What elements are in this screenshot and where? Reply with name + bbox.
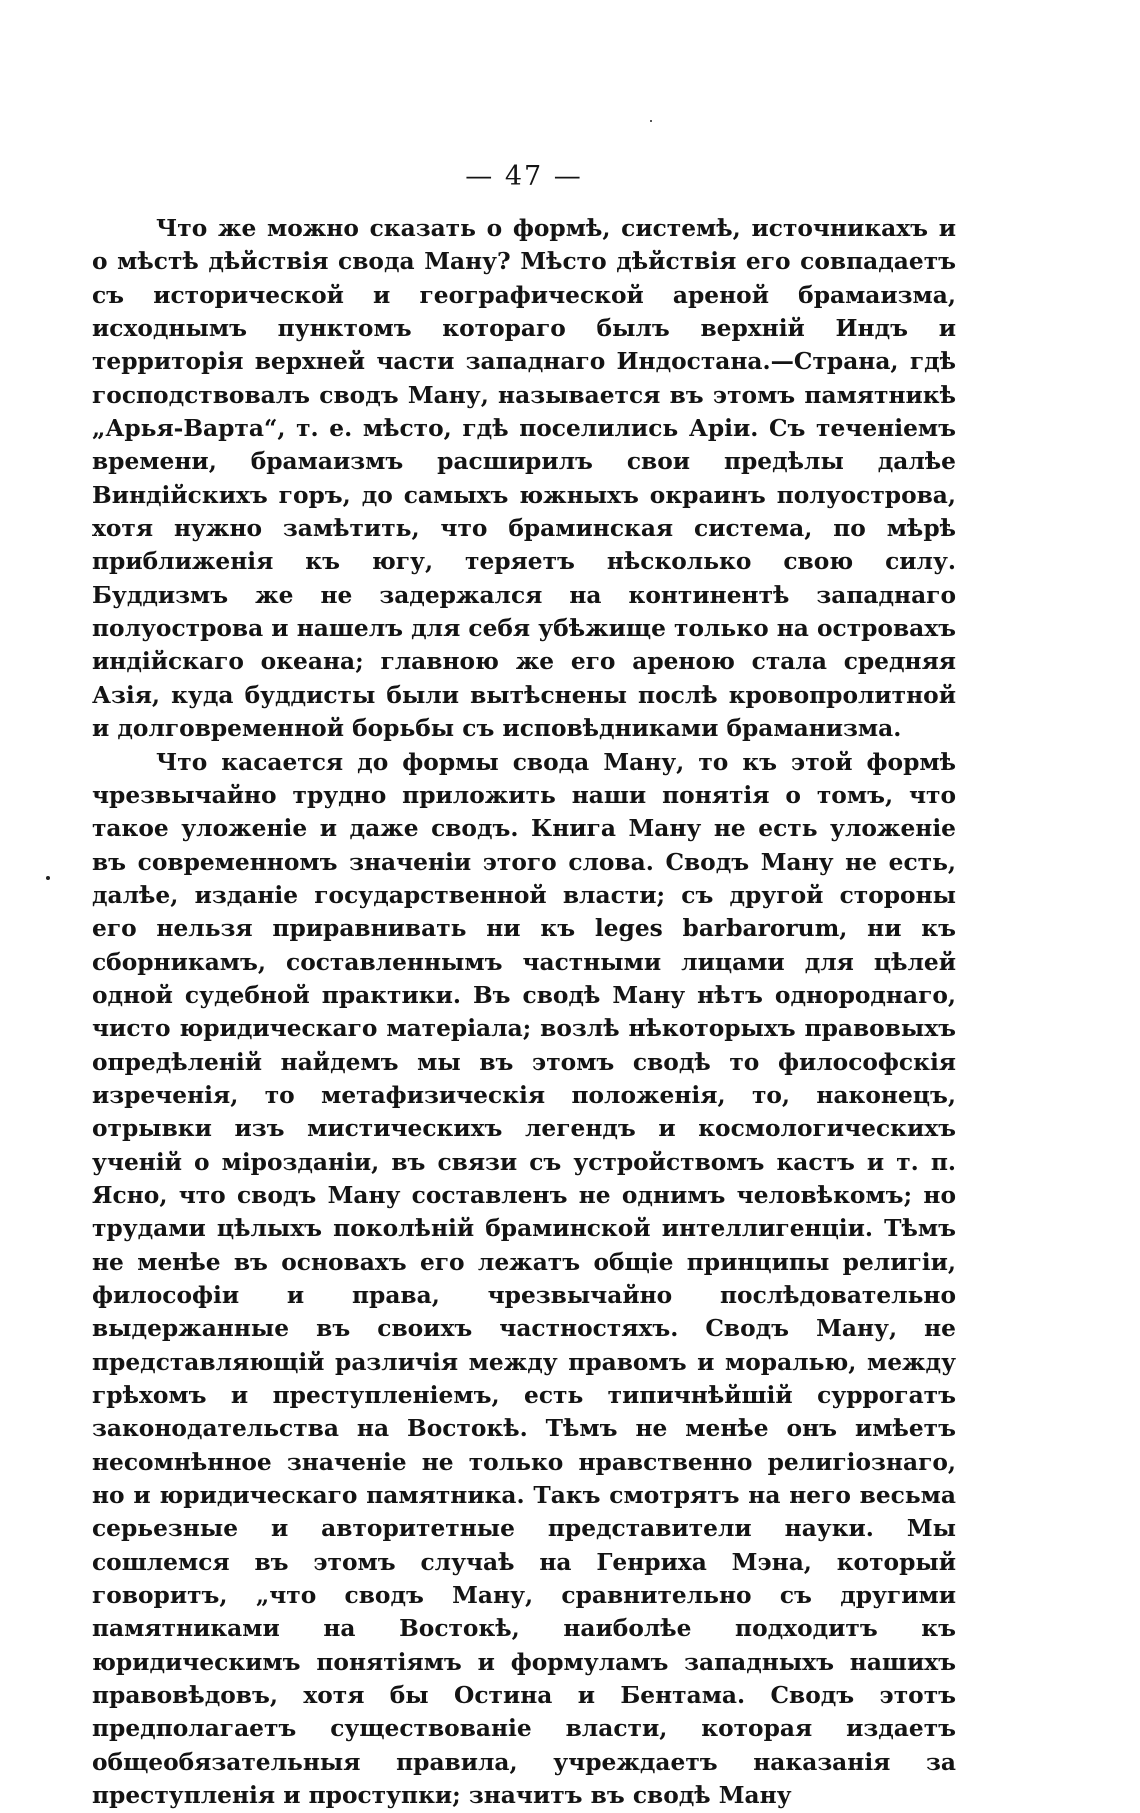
paragraph-1: Что же можно сказать о формѣ, системѣ, источникахъ и о мѣстѣ дѣйствія свода Ману? Мѣсто дѣйствія его совпадаетъ съ исторической и географической ареной брамаизма, исходнымъ пунктомъ котораго былъ верхній Индъ и территорія верхней части западнаго Индостана.—Страна, гдѣ господствовалъ сводъ Ману, называется въ этомъ памятникѣ „Арья-Варта“, т. е. мѣсто, гдѣ поселились Аріи. Съ теченіемъ времени, брамаизмъ расширилъ свои предѣлы далѣе Виндійскихъ горъ, до самыхъ южныхъ окраинъ полуострова, хотя нужно замѣтить, что браминская система, по мѣрѣ приближенія къ югу, теряетъ нѣсколько свою силу. Буддизмъ же не задержался на континентѣ западнаго полуострова и нашелъ для себя убѣжище только на островахъ индійскаго океана; главною же его ареною стала средняя Азія, куда буддисты были вытѣснены послѣ кровопролитной и долговременной борьбы съ исповѣдниками браманизма. [92,215,957,743]
page-number: — 47 — [465,161,583,192]
paragraph-2: Что касается до формы свода Ману, то къ этой формѣ чрезвычайно трудно приложить наши понятія о томъ, что такое уложеніе и даже сводъ. Книга Ману не есть уложеніе въ современномъ значеніи этого слова. Сводъ Ману не есть, далѣе, изданіе государственной власти; съ другой стороны его нельзя приравнивать ни къ leges barbarorum, ни къ сборникамъ, составленнымъ частными лицами для цѣлей одной судебной практики. Въ сводѣ Ману нѣтъ однороднаго, чисто юридическаго матеріала; возлѣ нѣкоторыхъ правовыхъ опредѣленій найдемъ мы въ этомъ сводѣ то философскія изреченія, то метафизическія положенія, то, наконецъ, отрывки изъ мистическихъ легендъ и космологическихъ ученій о мірозданіи, въ связи съ устройствомъ кастъ и т. п. Ясно, что сводъ Ману составленъ не однимъ человѣкомъ; но трудами цѣлыхъ поколѣній браминской интеллигенціи. Тѣмъ не менѣе въ основахъ его лежатъ общіе принципы религіи, философіи и права, чрезвычайно послѣдовательно выдержанные въ своихъ частностяхъ. Сводъ Ману, не представляющій различія между правомъ и моралью, между грѣхомъ и преступленіемъ, есть типичнѣйшій суррогатъ законодательства на Востокѣ. Тѣмъ не менѣе онъ имѣетъ несомнѣнное значеніе не только нравственно религіознаго, но и юридическаго памятника. Такъ смотрятъ на него весьма серьезные и авторитетные представители науки. Мы сошлемся въ этомъ случаѣ на Генриха Мэна, который говоритъ, „что сводъ Ману, сравнительно съ другими памятниками на Востокѣ, наиболѣе подходитъ къ юридическимъ понятіямъ и формуламъ западныхъ нашихъ правовѣдовъ, хотя бы Остина и Бентама. Сводъ этотъ предполагаетъ существованіе власти, которая издаетъ общеобязательныя правила, учреждаетъ наказанія за преступленія и проступки; значитъ въ сводѣ Ману [92,748,956,1810]
margin-dot-mark [46,876,50,880]
top-speck-mark [650,120,652,122]
page [92,160,956,1813]
